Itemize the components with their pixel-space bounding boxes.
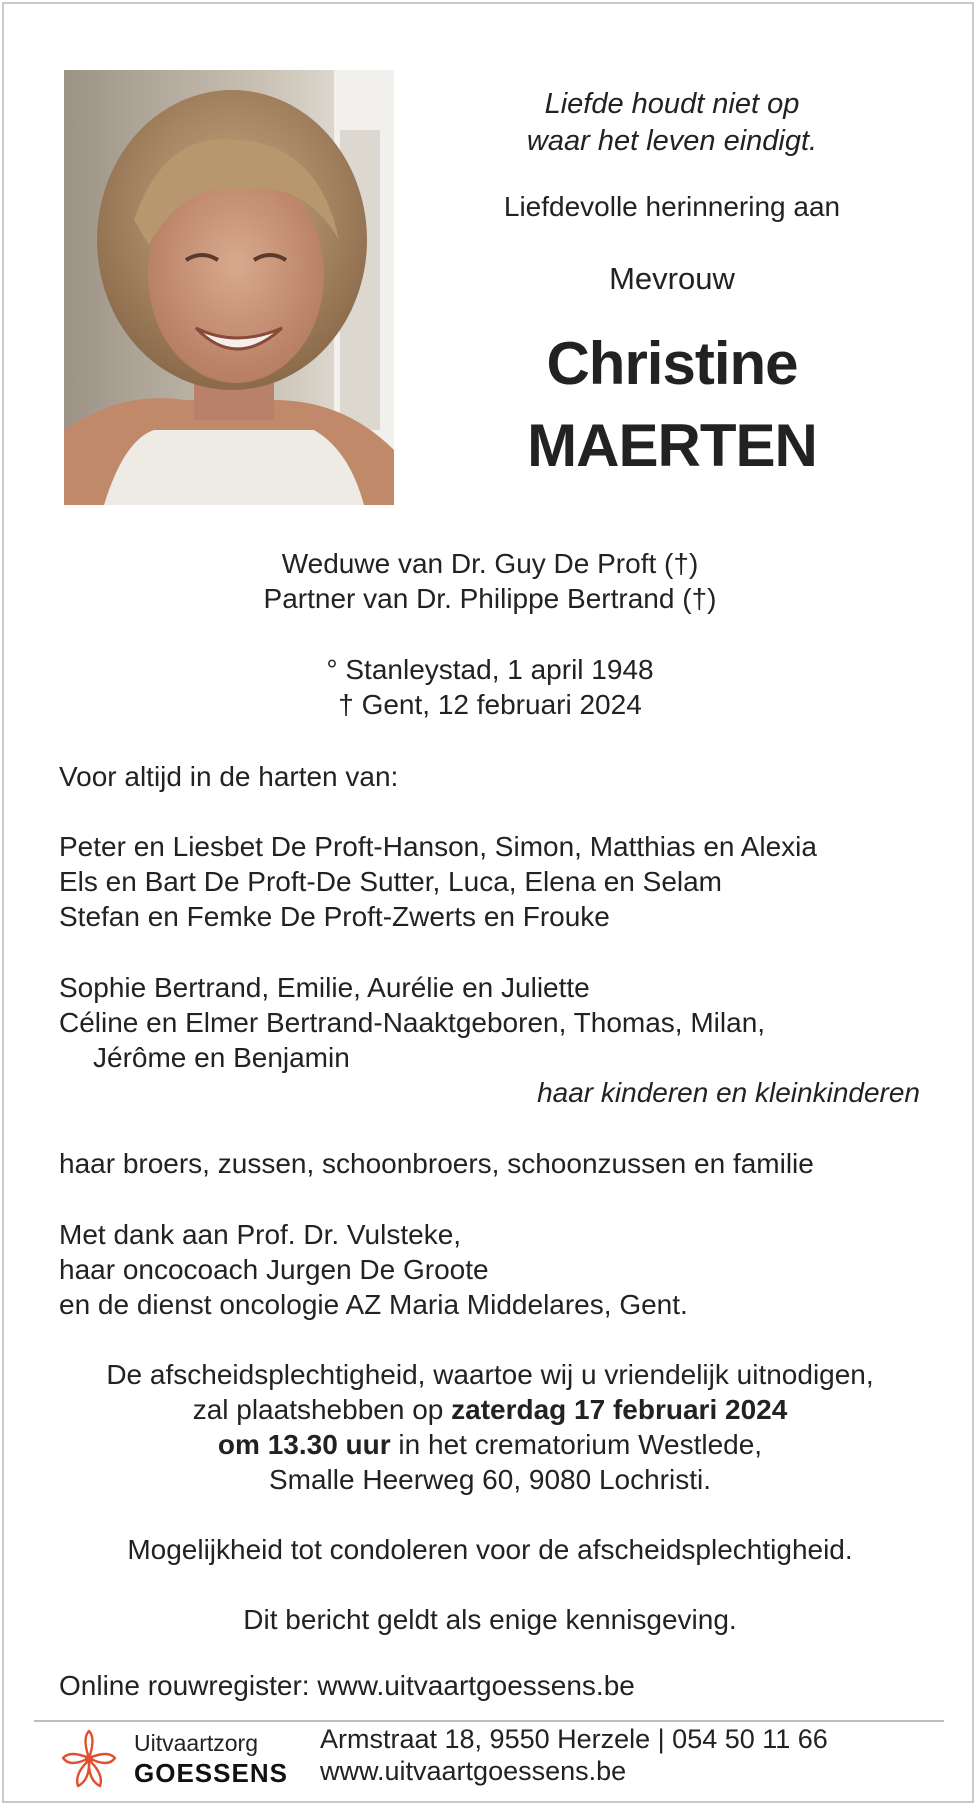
thanks-line: Met dank aan Prof. Dr. Vulsteke, <box>59 1219 462 1250</box>
relation-line-2: Partner van Dr. Philippe Bertrand (†) <box>263 583 717 614</box>
ceremony-date-prefix: zal plaatshebben op <box>192 1394 452 1425</box>
last-name: MAERTEN <box>527 412 817 479</box>
family-line: Jérôme en Benjamin <box>93 1042 350 1073</box>
footer-website-link[interactable]: www.uitvaartgoessens.be <box>320 1756 627 1786</box>
death-info: † Gent, 12 februari 2024 <box>338 689 642 720</box>
thanks-line: haar oncocoach Jurgen De Groote <box>59 1254 489 1285</box>
family-group-1 <box>59 829 817 934</box>
memorial-intro: Liefdevolle herinnering aan <box>503 191 841 222</box>
thanks-block <box>59 1217 688 1322</box>
first-name: Christine <box>546 330 798 397</box>
relations <box>0 546 980 616</box>
quote-line-1: Liefde houdt niet op <box>544 88 800 120</box>
family-line: Stefan en Femke De Proft-Zwerts en Frouke <box>59 901 610 932</box>
footer-contact <box>320 1723 828 1787</box>
ceremony-line-3 <box>0 1427 980 1462</box>
ceremony-line-2 <box>0 1392 980 1427</box>
quote-line-2: waar het leven eindigt. <box>526 125 818 157</box>
logo-text-brand: GOESSENS <box>134 1758 288 1788</box>
family-caption: haar kinderen en kleinkinderen <box>537 1077 920 1108</box>
ceremony-address: Smalle Heerweg 60, 9080 Lochristi. <box>268 1464 711 1495</box>
ceremony-time: om 13.30 uur <box>217 1429 391 1460</box>
family-line: Sophie Bertrand, Emilie, Aurélie en Juliette <box>59 972 590 1003</box>
thanks-line: en de dienst oncologie AZ Maria Middelares, Gent. <box>59 1289 688 1320</box>
title-prefix: Mevrouw <box>609 261 735 296</box>
orchid-logo-icon <box>58 1728 120 1790</box>
family-group-2 <box>59 970 765 1075</box>
birth-info: ° Stanleystad, 1 april 1948 <box>326 654 654 685</box>
notice-note: Dit bericht geldt als enige kennisgeving. <box>243 1604 737 1635</box>
life-dates <box>0 652 980 722</box>
family-line: Els en Bart De Proft-De Sutter, Luca, Elena en Selam <box>59 866 723 897</box>
ceremony-info <box>0 1357 980 1497</box>
family-intro: Voor altijd in de harten van: <box>59 761 399 792</box>
extended-family: haar broers, zussen, schoonbroers, schoonzussen en familie <box>59 1148 814 1179</box>
portrait-photo <box>64 70 394 505</box>
family-line: Céline en Elmer Bertrand-Naaktgeboren, Thomas, Milan, <box>59 1007 766 1038</box>
online-register: Online rouwregister: www.uitvaartgoessens.be <box>59 1670 635 1701</box>
family-line: Peter en Liesbet De Proft-Hanson, Simon, Matthias en Alexia <box>59 831 817 862</box>
footer-divider <box>34 1720 944 1722</box>
memorial-quote <box>432 86 912 160</box>
ceremony-line-1: De afscheidsplechtigheid, waartoe wij u vriendelijk uitnodigen, <box>106 1359 874 1390</box>
condolence-note: Mogelijkheid tot condoleren voor de afscheidsplechtigheid. <box>127 1534 853 1565</box>
relation-line-1: Weduwe van Dr. Guy De Proft (†) <box>281 548 699 579</box>
footer-address: Armstraat 18, 9550 Herzele | 054 50 11 66 <box>320 1724 828 1754</box>
logo-text-top: Uitvaartzorg <box>134 1730 258 1756</box>
ceremony-location: in het crematorium Westlede, <box>390 1429 763 1460</box>
ceremony-date: zaterdag 17 februari 2024 <box>451 1394 788 1425</box>
portrait-image <box>64 70 394 505</box>
